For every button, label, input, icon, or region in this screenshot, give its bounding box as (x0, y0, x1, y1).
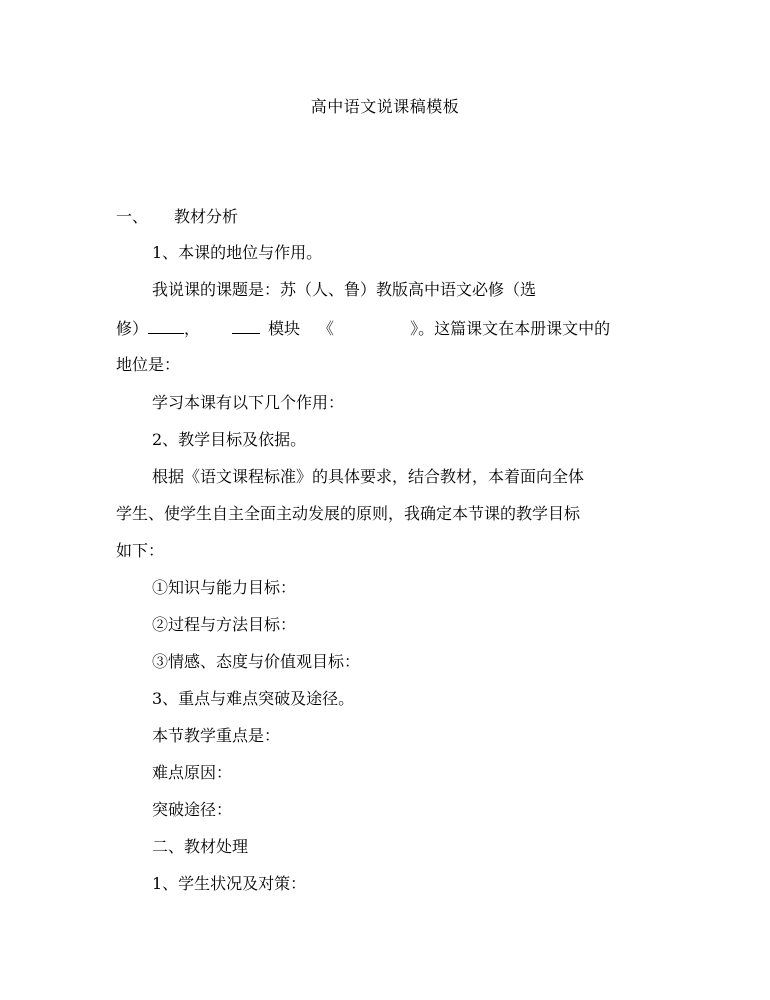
item-heading-position-role: 1、本课的地位与作用。 (152, 243, 323, 262)
paragraph-topic-line-3: 地位是： (116, 355, 181, 374)
module-label: 模块 (268, 319, 301, 338)
topic-comma: ， (184, 319, 201, 338)
title-open-bracket: 《 (318, 319, 335, 338)
item-heading-student-status: 1、学生状况及对策： (152, 874, 307, 893)
section-heading-1-text: 教材分析 (174, 207, 239, 226)
item-heading-teaching-goals: 2、教学目标及依据。 (152, 430, 307, 449)
section-heading-2: 二、教材处理 (152, 837, 249, 856)
item-heading-key-difficult: 3、重点与难点突破及途径。 (152, 689, 355, 708)
difficulty-reason-line: 难点原因： (152, 763, 233, 782)
topic-position-text: 》。这篇课文在本册课文中的 (410, 319, 611, 338)
paragraph-goals-line-2: 学生、使学生自主全面主动发展的原则，我确定本节课的教学目标 (116, 504, 581, 523)
key-point-line: 本节教学重点是： (152, 726, 281, 745)
elective-blank (148, 317, 184, 334)
page-title: 高中语文说课稿模板 (310, 97, 460, 116)
paragraph-goals-line-3: 如下： (116, 541, 165, 560)
goal-knowledge-ability: ①知识与能力目标： (152, 578, 297, 597)
goal-process-method: ②过程与方法目标： (152, 615, 297, 634)
goal-emotion-attitude-values: ③情感、态度与价值观目标： (152, 652, 361, 671)
section-heading-1-number: 一、 (116, 207, 149, 226)
paragraph-topic-line-1: 我说课的课题是：苏（人、鲁）教版高中语文必修（选 (152, 280, 537, 299)
paragraph-roles: 学习本课有以下几个作用： (152, 393, 345, 412)
module-blank (232, 317, 260, 334)
topic-elective-label: 修） (116, 319, 149, 338)
paragraph-goals-line-1: 根据《语文课程标准》的具体要求，结合教材，本着面向全体 (152, 467, 585, 486)
breakthrough-line: 突破途径： (152, 800, 233, 819)
paragraph-topic-line-2 (116, 317, 610, 340)
section-heading-1 (116, 206, 238, 228)
